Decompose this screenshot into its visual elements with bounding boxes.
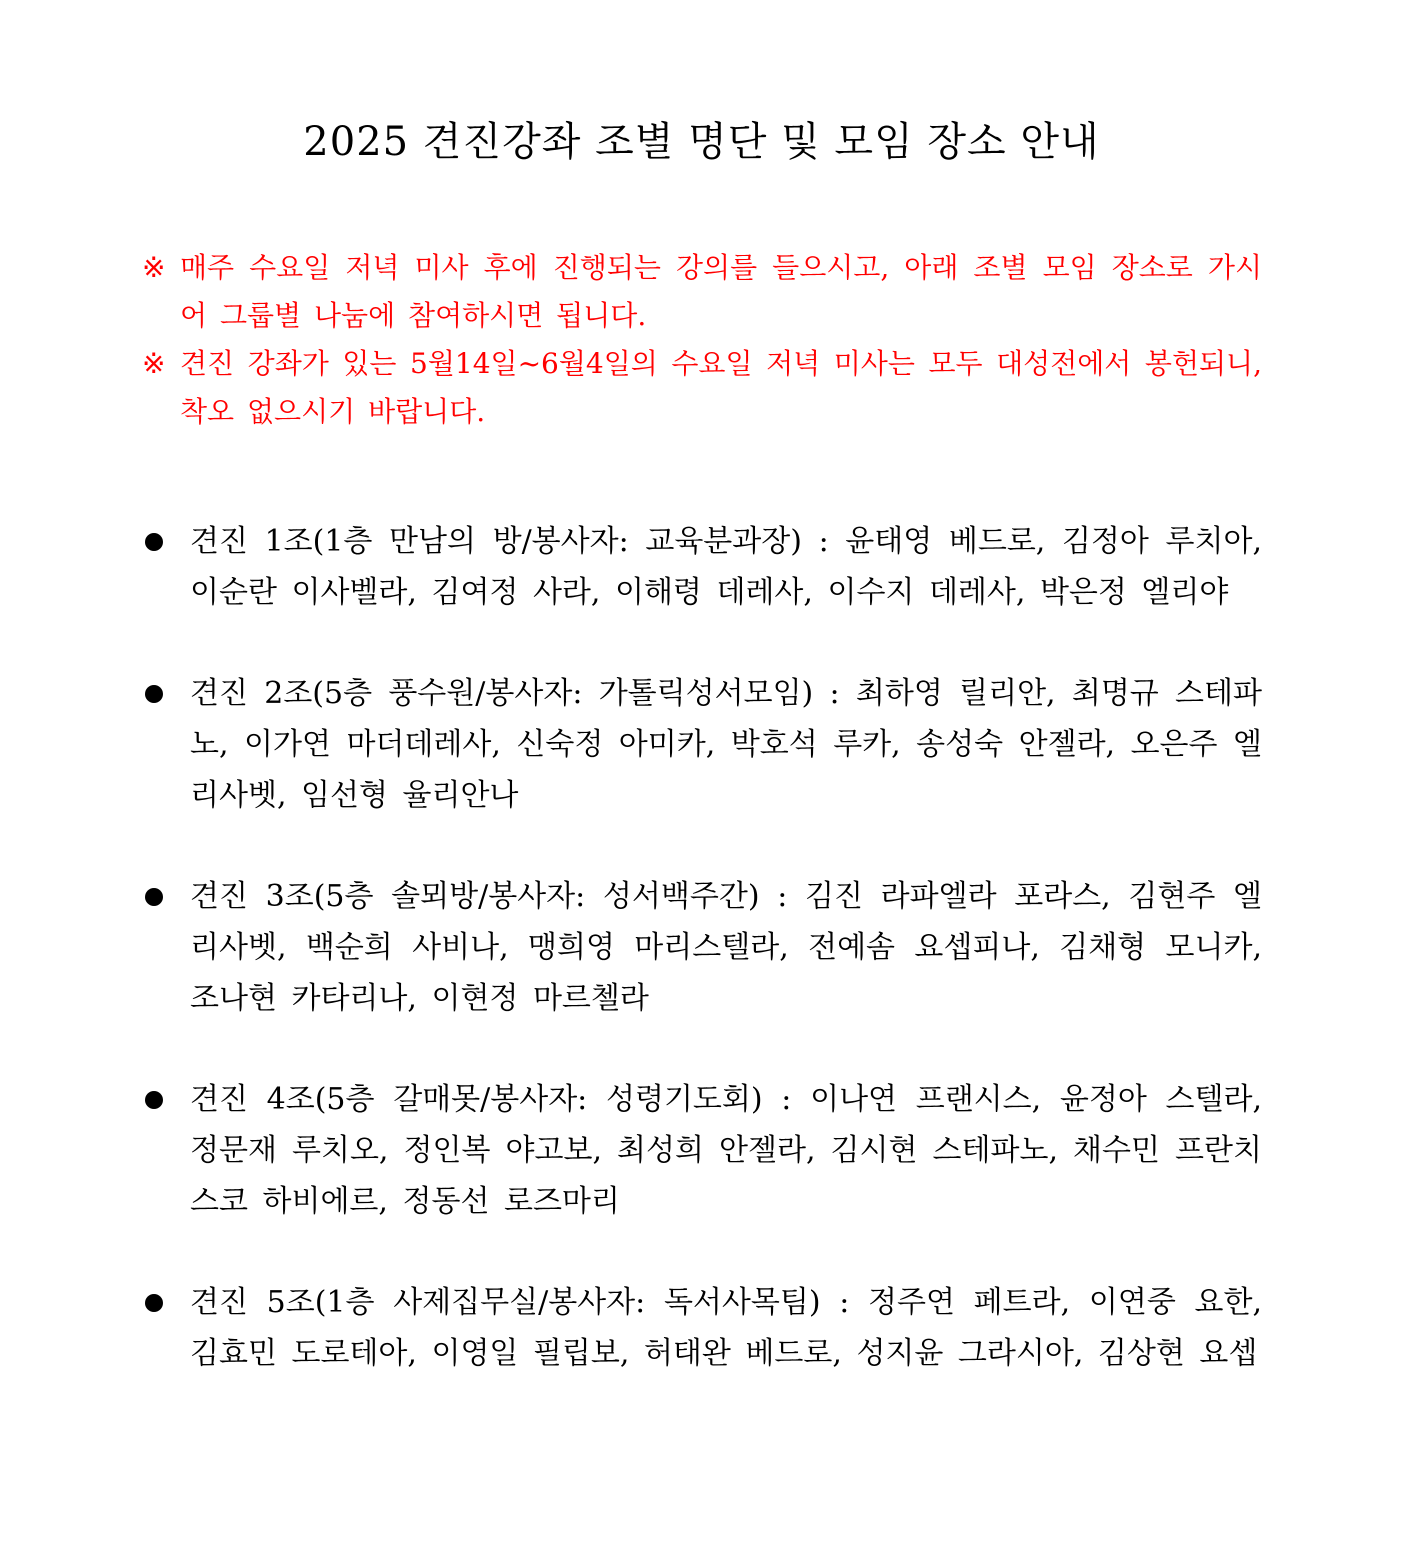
group-text: 견진 1조(1층 만남의 방/봉사자: 교육분과장) : 윤태영 베드로, 김정아 루치아, 이순란 이사벨라, 김여정 사라, 이해령 데레사, 이수지 데레사, 박은정 엘리야 <box>190 524 1262 610</box>
bullet-icon <box>145 533 163 551</box>
group-list <box>142 516 1262 1429</box>
notice-list <box>142 244 1262 436</box>
bullet-icon <box>145 1294 163 1312</box>
group-text: 견진 3조(5층 솔뫼방/봉사자: 성서백주간) : 김진 라파엘라 포라스, 김현주 엘리사벳, 백순희 사비나, 맹희영 마리스텔라, 전예솜 요셉피나, 김채형 모니카, 조나현 카타리나, 이현정 마르첼라 <box>190 879 1262 1016</box>
notice-text: 견진 강좌가 있는 5월14일~6월4일의 수요일 저녁 미사는 모두 대성전에서 봉헌되니, 착오 없으시기 바랍니다. <box>180 347 1262 428</box>
document-title: 2025 견진강좌 조별 명단 및 모임 장소 안내 <box>303 119 1100 165</box>
group-item-5 <box>142 1277 1262 1379</box>
group-item-1 <box>142 516 1262 618</box>
notice-text: 매주 수요일 저녁 미사 후에 진행되는 강의를 들으시고, 아래 조별 모임 장소로 가시어 그룹별 나눔에 참여하시면 됩니다. <box>180 251 1262 332</box>
bullet-icon <box>145 888 163 906</box>
reference-mark-icon: ※ <box>142 251 166 284</box>
group-text: 견진 5조(1층 사제집무실/봉사자: 독서사목팀) : 정주연 페트라, 이연중 요한, 김효민 도로테아, 이영일 필립보, 허태완 베드로, 성지윤 그라시아, 김상현 요셉 <box>190 1285 1262 1371</box>
bullet-icon <box>145 1091 163 1109</box>
group-text: 견진 4조(5층 갈매못/봉사자: 성령기도회) : 이나연 프랜시스, 윤정아 스텔라, 정문재 루치오, 정인복 야고보, 최성희 안젤라, 김시현 스테파노, 채수민 프란치스코 하비에르, 정동선 로즈마리 <box>190 1082 1262 1219</box>
notice-item <box>142 340 1262 436</box>
notice-item <box>142 244 1262 340</box>
group-item-3 <box>142 871 1262 1024</box>
reference-mark-icon: ※ <box>142 347 166 380</box>
group-item-4 <box>142 1074 1262 1227</box>
group-text: 견진 2조(5층 풍수원/봉사자: 가톨릭성서모임) : 최하영 릴리안, 최명규 스테파노, 이가연 마더데레사, 신숙정 아미카, 박호석 루카, 송성숙 안젤라, 오은주 엘리사벳, 임선형 율리안나 <box>190 676 1262 813</box>
bullet-icon <box>145 685 163 703</box>
group-item-2 <box>142 668 1262 821</box>
